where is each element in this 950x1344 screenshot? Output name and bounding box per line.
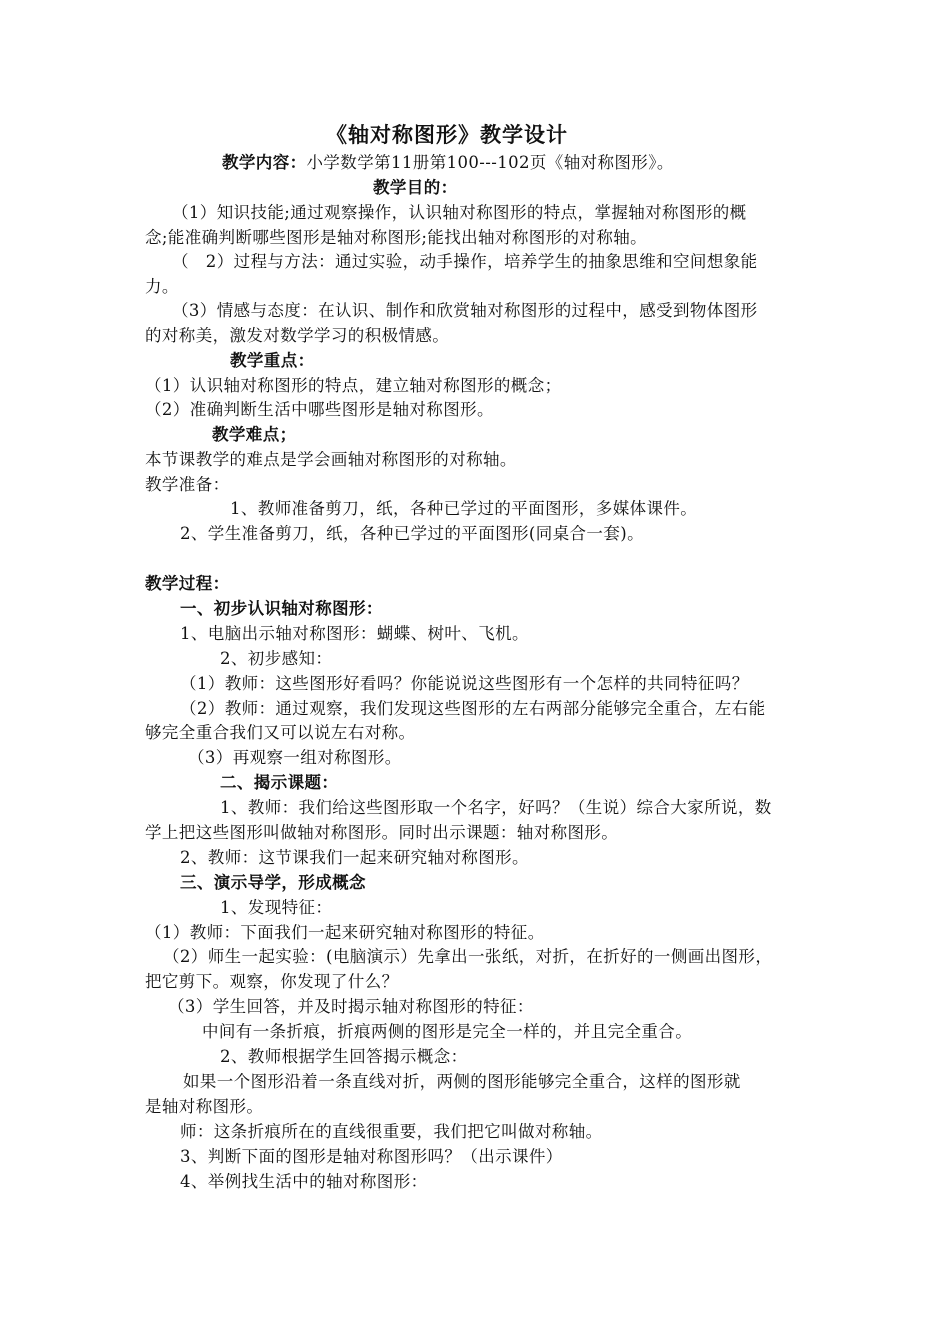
- section-3-line-3: （2）师生一起实验：(电脑演示）先拿出一张纸，对折，在折好的一侧画出图形，: [163, 947, 773, 966]
- section-1-line-2: 2、初步感知：: [220, 649, 333, 668]
- section-1-line-5: 够完全重合我们又可以说左右对称。: [145, 723, 416, 742]
- section-3-line-2: （1）教师：下面我们一起来研究轴对称图形的特征。: [145, 923, 545, 942]
- objectives-heading: 教学目的：: [373, 178, 458, 197]
- teaching-content-line: [222, 152, 674, 174]
- objective-process-line-2: 力。: [145, 277, 179, 296]
- document-title: 《轴对称图形》教学设计: [326, 122, 568, 147]
- section-3-line-8: 如果一个图形沿着一条直线对折，两侧的图形能够完全重合，这样的图形就: [183, 1072, 741, 1091]
- section-2-line-3: 2、教师：这节课我们一起来研究轴对称图形。: [180, 848, 529, 867]
- difficulties-text: 本节课教学的难点是学会画轴对称图形的对称轴。: [145, 450, 517, 469]
- objective-emotion-line-1: （3）情感与态度：在认识、制作和欣赏轴对称图形的过程中，感受到物体图形: [172, 301, 758, 320]
- section-3-heading: 三、演示导学，形成概念: [180, 873, 366, 892]
- section-2-line-2: 学上把这些图形叫做轴对称图形。同时出示课题：轴对称图形。: [145, 823, 619, 842]
- teaching-content-label: 教学内容：: [222, 153, 307, 172]
- section-3-line-9: 是轴对称图形。: [145, 1097, 264, 1116]
- section-2-heading: 二、揭示课题：: [220, 773, 339, 792]
- preparation-item-2: 2、学生准备剪刀，纸，各种已学过的平面图形(同桌合一套)。: [180, 524, 644, 543]
- section-3-line-10: 师：这条折痕所在的直线很重要，我们把它叫做对称轴。: [180, 1122, 603, 1141]
- difficulties-heading: 教学难点；: [212, 425, 297, 444]
- section-3-line-12: 4、举例找生活中的轴对称图形：: [180, 1172, 428, 1191]
- teaching-content-text: 小学数学第11册第100---102页《轴对称图形》。: [306, 153, 674, 172]
- objective-knowledge-line-1: （1）知识技能;通过观察操作，认识轴对称图形的特点，掌握轴对称图形的概: [172, 203, 747, 222]
- section-1-line-6: （3）再观察一组对称图形。: [188, 748, 402, 767]
- objective-knowledge-line-2: 念;能准确判断哪些图形是轴对称图形;能找出轴对称图形的对称轴。: [145, 228, 648, 247]
- section-1-heading: 一、初步认识轴对称图形：: [180, 599, 383, 618]
- section-3-line-1: 1、发现特征：: [220, 898, 333, 917]
- section-2-line-1: 1、教师：我们给这些图形取一个名字，好吗？（生说）综合大家所说，数: [220, 798, 772, 817]
- objective-process-line-1: （ 2）过程与方法：通过实验，动手操作，培养学生的抽象思维和空间想象能: [172, 252, 758, 271]
- section-3-line-6: 中间有一条折痕，折痕两侧的图形是完全一样的，并且完全重合。: [202, 1022, 693, 1041]
- key-point-1: （1）认识轴对称图形的特点，建立轴对称图形的概念；: [145, 376, 562, 395]
- section-3-line-5: （3）学生回答，并及时揭示轴对称图形的特征：: [168, 997, 534, 1016]
- key-point-2: （2）准确判断生活中哪些图形是轴对称图形。: [145, 400, 494, 419]
- objective-emotion-line-2: 的对称美，激发对数学学习的积极情感。: [145, 326, 450, 345]
- section-3-line-7: 2、教师根据学生回答揭示概念：: [220, 1047, 468, 1066]
- section-3-line-4: 把它剪下。观察，你发现了什么？: [145, 972, 399, 991]
- section-1-line-1: 1、电脑出示轴对称图形：蝴蝶、树叶、飞机。: [180, 624, 529, 643]
- preparation-item-1: 1、教师准备剪刀，纸，各种已学过的平面图形，多媒体课件。: [230, 499, 698, 518]
- key-points-heading: 教学重点：: [230, 351, 315, 370]
- section-1-line-3: （1）教师：这些图形好看吗？你能说说这些图形有一个怎样的共同特征吗？: [180, 674, 749, 693]
- section-3-line-11: 3、判断下面的图形是轴对称图形吗？（出示课件）: [180, 1147, 563, 1166]
- preparation-heading: 教学准备：: [145, 475, 230, 494]
- process-heading: 教学过程：: [145, 574, 230, 593]
- section-1-line-4: （2）教师：通过观察，我们发现这些图形的左右两部分能够完全重合，左右能: [180, 699, 766, 718]
